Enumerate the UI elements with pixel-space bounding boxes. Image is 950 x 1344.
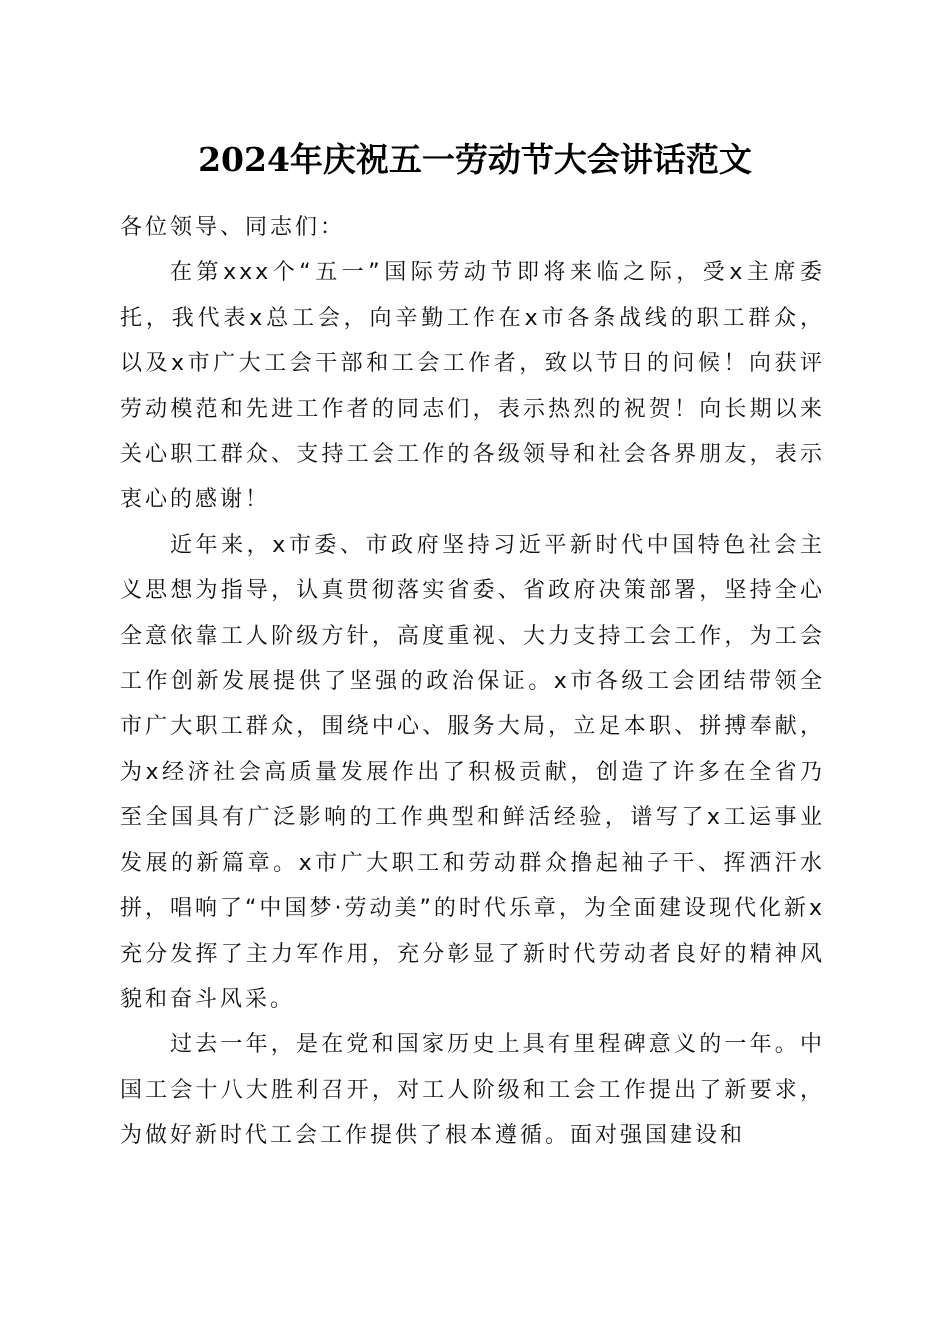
document-title: 2024年庆祝五一劳动节大会讲话范文 [198,140,752,179]
document-body [120,205,825,1159]
paragraph-2: 近年来，x市委、市政府坚持习近平新时代中国特色社会主义思想为指导，认真贯彻落实省委、省政府决策部署，坚持全心全意依靠工人阶级方针，高度重视、大力支持工会工作，为工会工作创新发展提供了坚强的政治保证。x市各级工会团结带领全市广大职工群众，围绕中心、服务大局，立足本职、拼搏奉献，为x经济社会高质量发展作出了积极贡献，创造了许多在全省乃至全国具有广泛影响的工作典型和鲜活经验，谱写了x工运事业发展的新篇章。x市广大职工和劳动群众撸起袖子干、挥洒汗水拼，唱响了“中国梦·劳动美”的时代乐章，为全面建设现代化新x充分发挥了主力军作用，充分彰显了新时代劳动者良好的精神风貌和奋斗风采。 [120,532,825,1012]
paragraph-1: 在第xxx个“五一”国际劳动节即将来临之际，受x主席委托，我代表x总工会，向辛勤工作在x市各条战线的职工群众，以及x市广大工会干部和工会工作者，致以节日的问候！向获评劳动模范和先进工作者的同志们，表示热烈的祝贺！向长期以来关心职工群众、支持工会工作的各级领导和社会各界朋友，表示衷心的感谢！ [120,260,825,513]
salutation: 各位领导、同志们： [120,215,346,240]
paragraph-3: 过去一年，是在党和国家历史上具有里程碑意义的一年。中国工会十八大胜利召开，对工人阶级和工会工作提出了新要求，为做好新时代工会工作提供了根本遵循。面对强国建设和 [120,1032,825,1149]
